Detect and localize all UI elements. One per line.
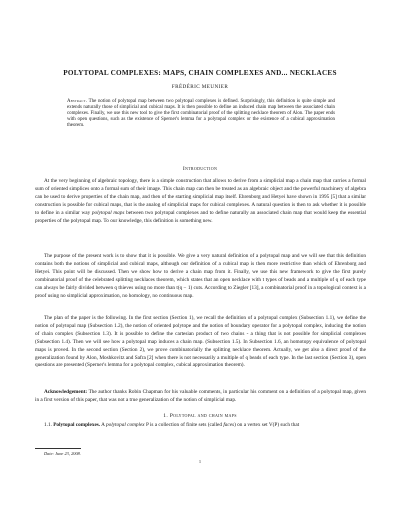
subsection-title: Polytopal complexes. xyxy=(53,422,101,428)
intro-paragraph-1 xyxy=(35,178,366,225)
subsection-number: 1.1. xyxy=(44,422,54,428)
subsection-emphasis-2: faces xyxy=(223,422,235,428)
intro-p1-end: between two polytopal complexes and to define naturally an associated chain map that would keep the essential properties of the polytopal map. To our knowledge, this definition is something new. xyxy=(35,209,366,224)
subsection-text-b: P is a collection of finite sets (called xyxy=(144,422,224,428)
intro-p1-emphasis: polytopal maps xyxy=(91,209,125,216)
intro-paragraph-3: The plan of the paper is the following. In the first section (Section 1), we recall the definition of a polytopal complex (Subsection 1.1), we define the notion of polytopal map (Subsection 1.2), the notion of oriented polytope and the notion of boundary operator for a polytopal complex, inducing the notion of chain complex (Subsection 1.3). It is possible to define the cartesian product of two chains - a thing that is not possible for simplicial complexes (Subsection 1.4). Then we will see how a polytopal map induces a chain map. (Subsection 1.5). In Subsection 1.6, an homotopy equivalence of polytopal maps is proved. In the second section (Section 2), we prove combinatorially the splitting necklace theorem. Actually, we get also a direct proof of the generalization found by Alon, Moshkovitz and Safra [2] when there is not necessarily a multiple of q beads of each type. In the last section (Section 3), open questions are presented (Sperner's lemma for a polytopal complex, cubical approximation theorem). xyxy=(35,315,366,369)
intro-p1-text: At the very beginning of algebraic topology, there is a simple construction that allows to derive from a simplicial map a chain map that carries a formal sum of oriented simplices onto a formal sum of their image. This chain map can then be treated as an algebraic object and the powerful machinery of algebra can be used to derive properties of the chain map, and then of the starting simplicial map itself. Ehrenborg and Hetyei have shown in 1995 [5] that a similar construction is possible for cubical maps, that is the analog of simplicial maps for cubical complexes. A natural question is then to ask whether it is possible to define in a similar way xyxy=(35,178,366,216)
subsection-1-1 xyxy=(35,422,366,430)
abstract-label: Abstract. xyxy=(67,99,88,104)
author-name: FRÉDÉRIC MEUNIER xyxy=(171,84,229,90)
page-number: 1 xyxy=(198,459,202,464)
acknowledgement-paragraph xyxy=(35,389,366,405)
paper-title: POLYTOPAL COMPLEXES: MAPS, CHAIN COMPLEXES AND... NECKLACES xyxy=(63,69,337,77)
subsection-text-c: ) on a vertex set V(P) such that xyxy=(234,422,300,428)
footnote-date: Date: June 23, 2008. xyxy=(44,451,81,456)
abstract-text: The notion of polytopal map between two polytopal complexes is defined. Surprisingly, this definition is quite simple and extends naturally those of simplicial and cubical maps. It is then possible to define an induced chain map between the associated chain complexes. Finally, we use this new tool to give the first combinatorial proof of the splitting necklace theorem of Alon. The paper ends with open questions, such as the existence of Sperner's lemma for a polytopal complex or the existence of a cubical approximation theorem. xyxy=(67,99,335,129)
ack-label: Acknowledgement: xyxy=(44,389,88,395)
intro-paragraph-2: The purpose of the present work is to show that it is possible. We give a very natural definition of a polytopal map and we will see that this definition contains both the notions of simplicial and cubical maps, although our definition of a cubical map is then more restrictive than which of Ehrenborg and Hetyei. This point will be discussed. Then we show how to derive a chain map from it. Finally, we use this new framework to give the first purely combinatorial proof of the celebrated splitting necklaces theorem, which states that an open necklace with t types of beads and a multiple of q of each type can always be fairly divided between q thieves using no more than t(q − 1) cuts. According to Ziegler [13], a combinatorial proof in a topological context is a proof using no simplicial approximation, no homology, no continuous map. xyxy=(35,253,366,299)
subsection-emphasis: polytopal complex xyxy=(105,422,145,428)
ack-text: The author thanks Robin Chapman for his valuable comments, in particular his comment on a definition of a polytopal map, given in a first version of this paper, that was not a true generalization of the notion of simplicial map. xyxy=(35,389,366,403)
footnote-divider xyxy=(35,448,81,449)
section-1-heading: 1. Polytopal and chain maps xyxy=(163,413,237,419)
abstract xyxy=(67,99,335,129)
introduction-heading: Introduction xyxy=(182,166,218,172)
subsection-text-a: A xyxy=(100,422,106,428)
